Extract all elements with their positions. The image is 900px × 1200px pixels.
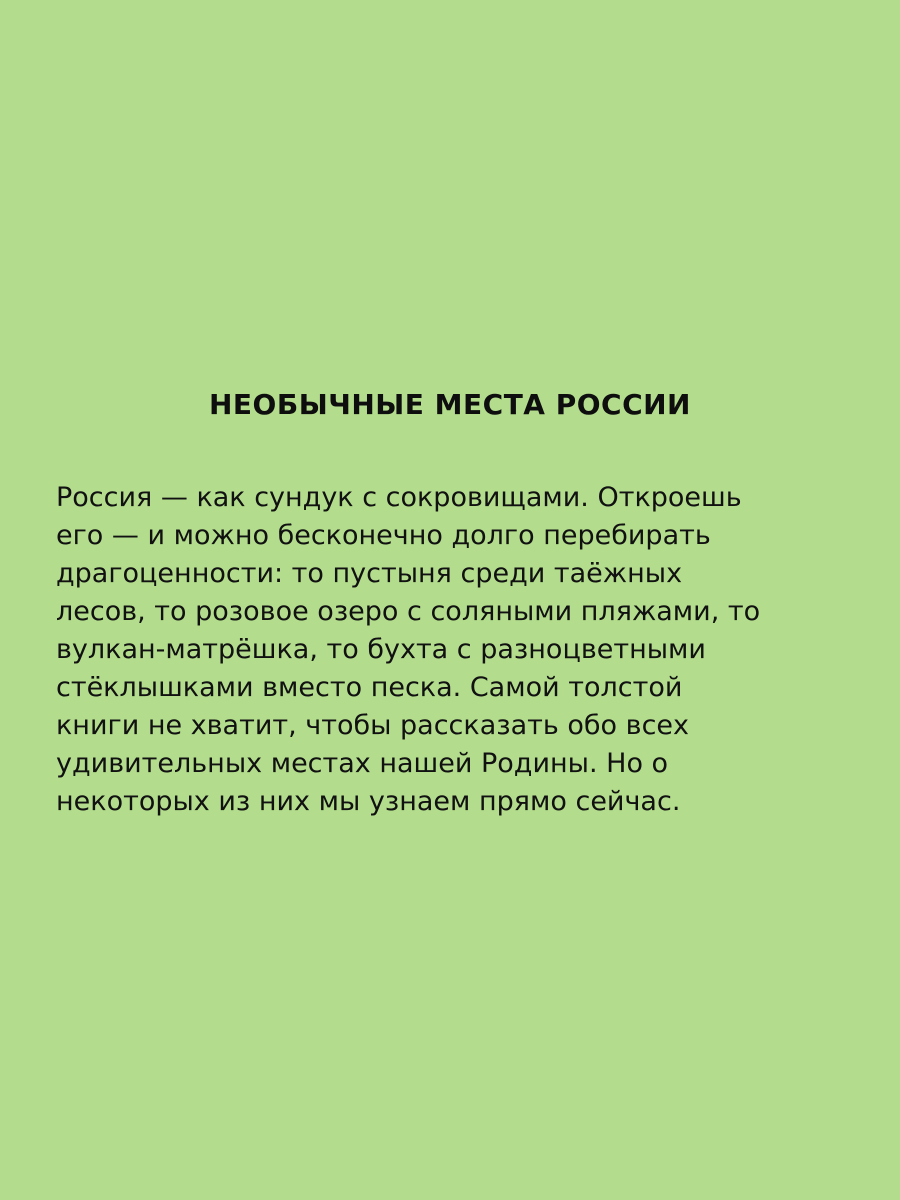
paragraph-line: некоторых из них мы узнаем прямо сейчас. — [56, 786, 681, 817]
paragraph-line: вулкан-матрёшка, то бухта с разноцветными — [56, 634, 706, 665]
intro-paragraph — [56, 479, 856, 821]
paragraph-line: его — и можно бесконечно долго перебирать — [56, 520, 711, 551]
paragraph-line: книги не хватит, чтобы рассказать обо всех — [56, 710, 689, 741]
page-title: НЕОБЫЧНЫЕ МЕСТА РОССИИ — [208, 388, 691, 421]
paragraph-line: лесов, то розовое озеро с соляными пляжами, то — [56, 596, 761, 627]
paragraph-line: стёклышками вместо песка. Самой толстой — [56, 672, 683, 703]
paragraph-line: драгоценности: то пустыня среди таёжных — [56, 558, 683, 589]
paragraph-line: удивительных местах нашей Родины. Но о — [56, 748, 669, 779]
paragraph-line: Россия — как сундук с сокровищами. Откроешь — [56, 482, 742, 513]
